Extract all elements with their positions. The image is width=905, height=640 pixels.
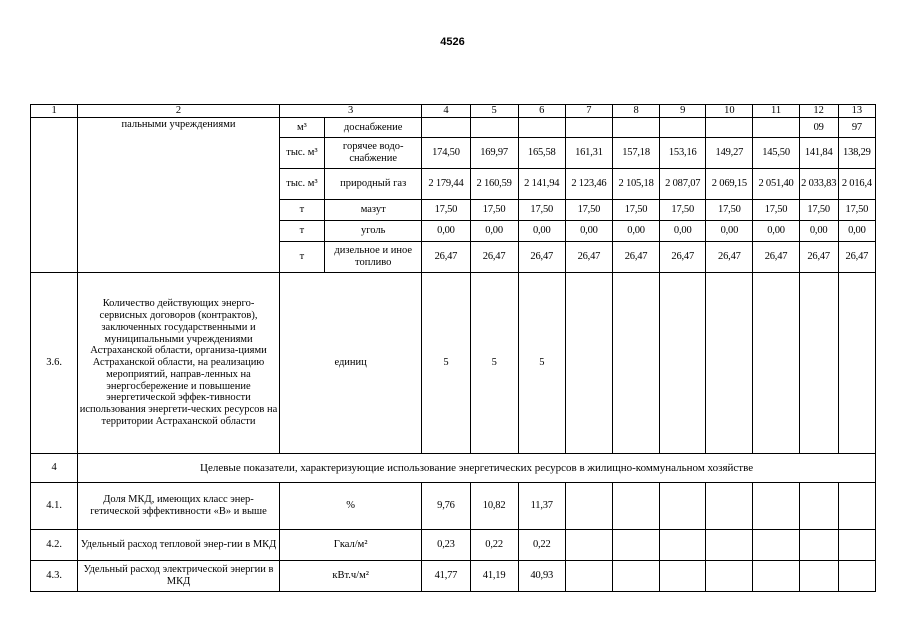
resource-cell: горячее водо-снабжение bbox=[325, 138, 422, 169]
table-row bbox=[31, 105, 876, 118]
column-number-cell: 11 bbox=[753, 105, 799, 118]
unit-cell: т bbox=[279, 200, 324, 221]
value-cell: 17,50 bbox=[565, 200, 612, 221]
value-cell: 141,84 bbox=[799, 138, 838, 169]
value-cell: 17,50 bbox=[660, 200, 706, 221]
value-cell: 26,47 bbox=[753, 242, 799, 273]
unit-cell: единиц bbox=[279, 273, 422, 454]
value-cell bbox=[838, 483, 875, 530]
value-cell: 41,77 bbox=[422, 561, 470, 592]
value-cell bbox=[753, 483, 799, 530]
row-number-cell: 4.1. bbox=[31, 483, 78, 530]
unit-cell: м³ bbox=[279, 118, 324, 138]
value-cell: 0,00 bbox=[422, 221, 470, 242]
value-cell bbox=[612, 118, 659, 138]
value-cell: 17,50 bbox=[799, 200, 838, 221]
table-row bbox=[31, 530, 876, 561]
value-cell: 153,16 bbox=[660, 138, 706, 169]
value-cell: 11,37 bbox=[518, 483, 565, 530]
table-row bbox=[31, 454, 876, 483]
value-cell bbox=[838, 561, 875, 592]
unit-cell: кВт.ч/м² bbox=[279, 561, 422, 592]
value-cell bbox=[838, 530, 875, 561]
table-row bbox=[31, 483, 876, 530]
value-cell: 17,50 bbox=[518, 200, 565, 221]
value-cell bbox=[422, 118, 470, 138]
value-cell: 0,00 bbox=[753, 221, 799, 242]
value-cell: 2 033,83 bbox=[799, 169, 838, 200]
unit-cell: тыс. м³ bbox=[279, 169, 324, 200]
value-cell: 5 bbox=[422, 273, 470, 454]
value-cell: 17,50 bbox=[838, 200, 875, 221]
value-cell bbox=[660, 273, 706, 454]
value-cell: 0,23 bbox=[422, 530, 470, 561]
value-cell: 165,58 bbox=[518, 138, 565, 169]
unit-cell: Гкал/м² bbox=[279, 530, 422, 561]
value-cell: 174,50 bbox=[422, 138, 470, 169]
value-cell bbox=[838, 273, 875, 454]
value-cell bbox=[470, 118, 518, 138]
value-cell: 2 141,94 bbox=[518, 169, 565, 200]
value-cell: 5 bbox=[470, 273, 518, 454]
column-number-cell: 7 bbox=[565, 105, 612, 118]
value-cell: 10,82 bbox=[470, 483, 518, 530]
resource-cell: мазут bbox=[325, 200, 422, 221]
value-cell bbox=[799, 273, 838, 454]
value-cell bbox=[799, 483, 838, 530]
value-cell: 0,00 bbox=[838, 221, 875, 242]
indicator-name-cell: Удельный расход тепловой энер-гии в МКД bbox=[78, 530, 280, 561]
value-cell bbox=[706, 561, 753, 592]
page-number: 4526 bbox=[440, 36, 465, 48]
value-cell: 17,50 bbox=[612, 200, 659, 221]
value-cell bbox=[660, 561, 706, 592]
value-cell bbox=[518, 118, 565, 138]
value-cell: 0,00 bbox=[706, 221, 753, 242]
unit-cell: % bbox=[279, 483, 422, 530]
value-cell: 145,50 bbox=[753, 138, 799, 169]
value-cell bbox=[706, 483, 753, 530]
value-cell: 26,47 bbox=[565, 242, 612, 273]
value-cell bbox=[565, 483, 612, 530]
value-cell: 17,50 bbox=[753, 200, 799, 221]
indicator-name-cell: Удельный расход электрической энергии в МКД bbox=[78, 561, 280, 592]
value-cell bbox=[799, 530, 838, 561]
value-cell: 0,00 bbox=[518, 221, 565, 242]
column-number-cell: 1 bbox=[31, 105, 78, 118]
row-number-cell bbox=[31, 118, 78, 273]
value-cell: 09 bbox=[799, 118, 838, 138]
table-row bbox=[31, 561, 876, 592]
value-cell bbox=[565, 561, 612, 592]
unit-cell: тыс. м³ bbox=[279, 138, 324, 169]
column-number-cell: 4 bbox=[422, 105, 470, 118]
resource-cell: доснабжение bbox=[325, 118, 422, 138]
value-cell: 26,47 bbox=[470, 242, 518, 273]
value-cell bbox=[565, 118, 612, 138]
value-cell bbox=[706, 273, 753, 454]
value-cell bbox=[612, 561, 659, 592]
value-cell bbox=[706, 118, 753, 138]
row-number-cell: 3.6. bbox=[31, 273, 78, 454]
value-cell bbox=[565, 530, 612, 561]
value-cell: 0,00 bbox=[565, 221, 612, 242]
value-cell: 161,31 bbox=[565, 138, 612, 169]
value-cell: 0,00 bbox=[470, 221, 518, 242]
value-cell bbox=[660, 118, 706, 138]
value-cell: 138,29 bbox=[838, 138, 875, 169]
resource-cell: уголь bbox=[325, 221, 422, 242]
column-number-cell: 9 bbox=[660, 105, 706, 118]
value-cell: 17,50 bbox=[422, 200, 470, 221]
column-number-cell: 2 bbox=[78, 105, 280, 118]
value-cell: 149,27 bbox=[706, 138, 753, 169]
value-cell: 169,97 bbox=[470, 138, 518, 169]
unit-cell: т bbox=[279, 242, 324, 273]
value-cell: 41,19 bbox=[470, 561, 518, 592]
column-number-cell: 13 bbox=[838, 105, 875, 118]
column-number-cell: 6 bbox=[518, 105, 565, 118]
value-cell: 26,47 bbox=[799, 242, 838, 273]
value-cell: 26,47 bbox=[706, 242, 753, 273]
value-cell: 9,76 bbox=[422, 483, 470, 530]
value-cell bbox=[660, 483, 706, 530]
table-row bbox=[31, 118, 876, 138]
resource-cell: природный газ bbox=[325, 169, 422, 200]
column-number-cell: 10 bbox=[706, 105, 753, 118]
indicators-table bbox=[30, 104, 876, 592]
indicator-name-cell: пальными учреждениями bbox=[78, 118, 280, 273]
value-cell bbox=[612, 530, 659, 561]
value-cell: 17,50 bbox=[706, 200, 753, 221]
value-cell: 0,00 bbox=[799, 221, 838, 242]
value-cell bbox=[753, 530, 799, 561]
value-cell: 157,18 bbox=[612, 138, 659, 169]
value-cell: 2 051,40 bbox=[753, 169, 799, 200]
unit-cell: т bbox=[279, 221, 324, 242]
value-cell: 0,22 bbox=[518, 530, 565, 561]
value-cell: 2 123,46 bbox=[565, 169, 612, 200]
value-cell: 2 160,59 bbox=[470, 169, 518, 200]
value-cell bbox=[612, 483, 659, 530]
section-title: Целевые показатели, характеризующие использование энергетических ресурсов в жилищно-коммунальном хозяйстве bbox=[78, 454, 876, 483]
row-number-cell: 4.3. bbox=[31, 561, 78, 592]
value-cell: 0,00 bbox=[612, 221, 659, 242]
value-cell bbox=[753, 118, 799, 138]
value-cell: 2 016,4 bbox=[838, 169, 875, 200]
value-cell: 26,47 bbox=[612, 242, 659, 273]
value-cell: 26,47 bbox=[422, 242, 470, 273]
value-cell: 2 179,44 bbox=[422, 169, 470, 200]
value-cell: 40,93 bbox=[518, 561, 565, 592]
column-number-cell: 5 bbox=[470, 105, 518, 118]
resource-cell: дизельное и иное топливо bbox=[325, 242, 422, 273]
indicator-name-cell: Количество действующих энерго-сервисных договоров (контрактов), заключенных государственными и муниципальными учреждениями Астраханской области, организа-циями Астраханской области, на реализацию мероприятий, направ-ленных на энергосбережение и повышение энергетической эффек-тивности использования энергети-ческих ресурсов на территории Астраханской области bbox=[78, 273, 280, 454]
column-number-cell: 8 bbox=[612, 105, 659, 118]
value-cell: 5 bbox=[518, 273, 565, 454]
value-cell: 26,47 bbox=[518, 242, 565, 273]
table-row bbox=[31, 273, 876, 454]
value-cell: 17,50 bbox=[470, 200, 518, 221]
value-cell: 97 bbox=[838, 118, 875, 138]
value-cell: 0,00 bbox=[660, 221, 706, 242]
section-number-cell: 4 bbox=[31, 454, 78, 483]
value-cell bbox=[706, 530, 753, 561]
value-cell bbox=[565, 273, 612, 454]
indicator-name-cell: Доля МКД, имеющих класс энер-гетической эффективности «В» и выше bbox=[78, 483, 280, 530]
value-cell: 2 105,18 bbox=[612, 169, 659, 200]
value-cell: 26,47 bbox=[838, 242, 875, 273]
value-cell bbox=[799, 561, 838, 592]
column-number-cell: 3 bbox=[279, 105, 422, 118]
value-cell bbox=[612, 273, 659, 454]
value-cell bbox=[753, 561, 799, 592]
column-number-cell: 12 bbox=[799, 105, 838, 118]
value-cell: 0,22 bbox=[470, 530, 518, 561]
value-cell bbox=[753, 273, 799, 454]
value-cell bbox=[660, 530, 706, 561]
value-cell: 26,47 bbox=[660, 242, 706, 273]
row-number-cell: 4.2. bbox=[31, 530, 78, 561]
value-cell: 2 087,07 bbox=[660, 169, 706, 200]
value-cell: 2 069,15 bbox=[706, 169, 753, 200]
